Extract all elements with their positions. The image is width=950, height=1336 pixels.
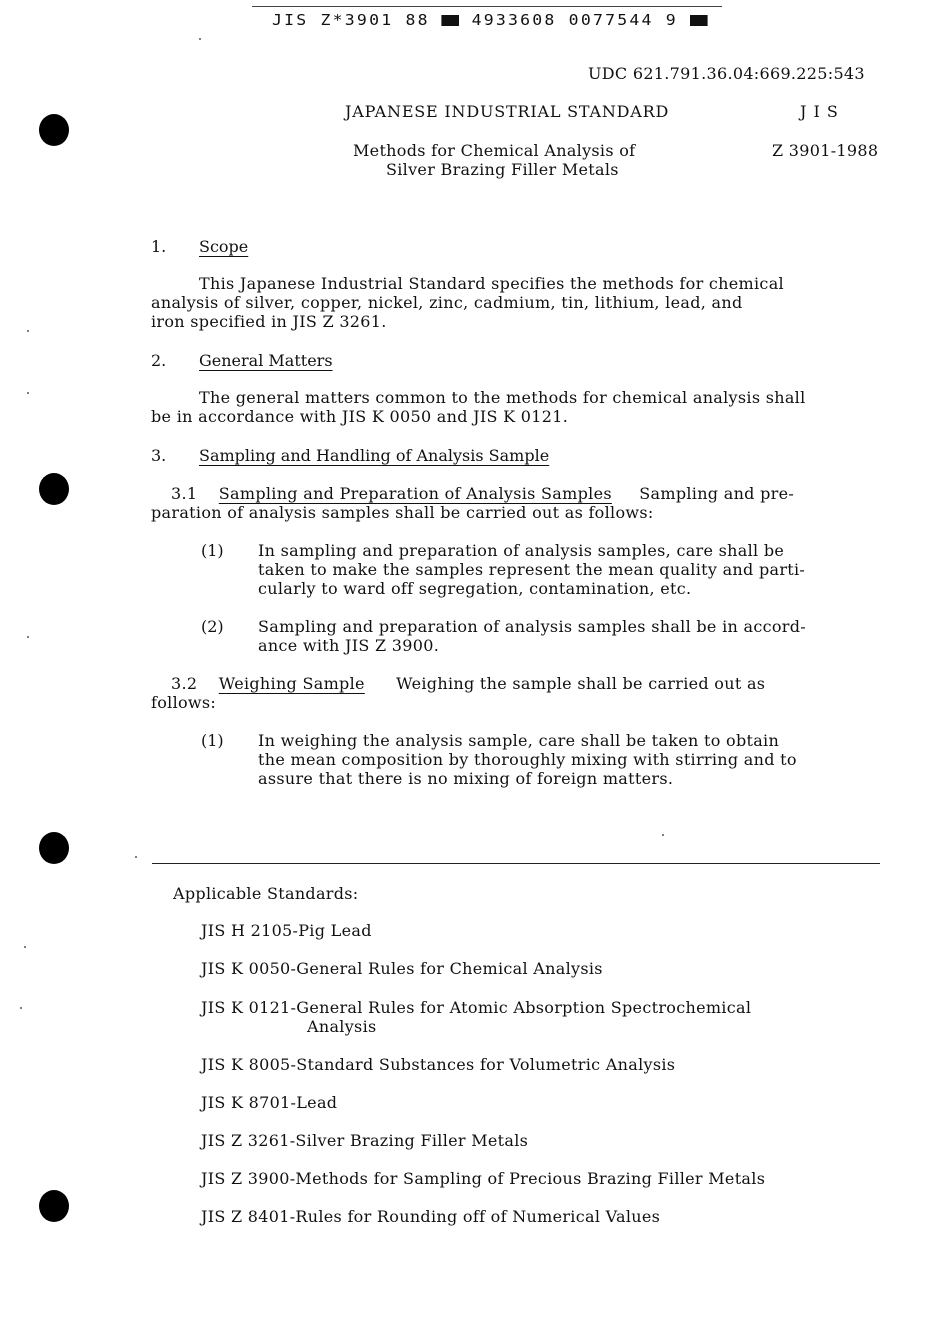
document-code-header xyxy=(272,11,708,29)
text-line: ance with JIS Z 3900. xyxy=(258,636,440,655)
list-item xyxy=(258,731,797,788)
standard-label: JAPANESE INDUSTRIAL STANDARD xyxy=(345,102,670,121)
text-line: be in accordance with JIS K 0050 and JIS K 0121. xyxy=(151,407,569,426)
list-label: (1) xyxy=(201,731,224,750)
subsection-lead: Weighing the sample shall be carried out as xyxy=(396,674,766,693)
scan-speck xyxy=(27,330,29,332)
list-item xyxy=(258,617,806,655)
block-mark-icon xyxy=(690,15,708,26)
list-item xyxy=(258,541,805,598)
text-line: Sampling and preparation of analysis samples shall be in accord- xyxy=(258,617,806,636)
code-part-2: 4933608 0077544 9 xyxy=(471,11,678,29)
scan-speck xyxy=(27,636,29,638)
standard-ref-continuation: Analysis xyxy=(307,1017,377,1036)
text-line: follows: xyxy=(151,693,217,712)
standard-ref: JIS Z 3900-Methods for Sampling of Precious Brazing Filler Metals xyxy=(201,1169,766,1188)
subsection-title: Weighing Sample xyxy=(218,674,365,693)
scan-speck xyxy=(135,856,137,858)
binder-hole-icon xyxy=(39,832,69,864)
scan-speck xyxy=(27,392,29,394)
subsection-3-1 xyxy=(151,484,794,522)
subsection-number: 3.1 xyxy=(171,484,198,503)
code-part-1: JIS Z*3901 88 xyxy=(272,11,430,29)
document-number: Z 3901-1988 xyxy=(772,141,879,160)
list-label: (1) xyxy=(201,541,224,560)
section-number: 2. xyxy=(151,351,167,370)
section-title-sampling: Sampling and Handling of Analysis Sample xyxy=(199,446,550,465)
udc-code: UDC 621.791.36.04:669.225:543 xyxy=(588,64,865,83)
applicable-standards-heading: Applicable Standards: xyxy=(173,884,359,903)
standard-ref: JIS Z 8401-Rules for Rounding off of Numerical Values xyxy=(201,1207,661,1226)
text-line: paration of analysis samples shall be carried out as follows: xyxy=(151,503,654,522)
text-line: The general matters common to the methods for chemical analysis shall xyxy=(199,388,806,407)
standard-ref: JIS K 8005-Standard Substances for Volumetric Analysis xyxy=(201,1055,676,1074)
standard-ref: JIS Z 3261-Silver Brazing Filler Metals xyxy=(201,1131,529,1150)
binder-hole-icon xyxy=(39,473,69,505)
list-label: (2) xyxy=(201,617,224,636)
text-line: assure that there is no mixing of foreign matters. xyxy=(258,769,674,788)
title-line-1: Methods for Chemical Analysis of xyxy=(353,141,636,160)
text-line: taken to make the samples represent the mean quality and parti- xyxy=(258,560,806,579)
section-number: 1. xyxy=(151,237,167,256)
subsection-number: 3.2 xyxy=(171,674,198,693)
section-body-scope xyxy=(151,274,784,331)
scan-speck xyxy=(20,1007,22,1009)
text-line: analysis of silver, copper, nickel, zinc, cadmium, tin, lithium, lead, and xyxy=(151,293,743,312)
standard-ref: JIS K 8701-Lead xyxy=(201,1093,338,1112)
standard-ref: JIS K 0121-General Rules for Atomic Absorption Spectrochemical xyxy=(201,998,752,1017)
jis-label: J I S xyxy=(800,102,839,121)
text-line: In sampling and preparation of analysis samples, care shall be xyxy=(258,541,785,560)
standard-ref: JIS K 0050-General Rules for Chemical Analysis xyxy=(201,959,603,978)
binder-hole-icon xyxy=(39,114,69,146)
scan-speck xyxy=(662,834,664,836)
footnote-divider xyxy=(152,863,880,864)
section-title-general-matters: General Matters xyxy=(199,351,333,370)
text-line: iron specified in JIS Z 3261. xyxy=(151,312,387,331)
text-line: In weighing the analysis sample, care shall be taken to obtain xyxy=(258,731,780,750)
title-line-2: Silver Brazing Filler Metals xyxy=(386,160,619,179)
standard-ref: JIS H 2105-Pig Lead xyxy=(201,921,372,940)
text-line: cularly to ward off segregation, contamination, etc. xyxy=(258,579,692,598)
scan-speck xyxy=(24,946,26,948)
subsection-3-2 xyxy=(151,674,765,712)
header-rule xyxy=(252,6,722,7)
subsection-title: Sampling and Preparation of Analysis Samples xyxy=(218,484,612,503)
scan-speck xyxy=(199,38,201,40)
section-number: 3. xyxy=(151,446,167,465)
section-body-general-matters xyxy=(151,388,806,426)
subsection-lead: Sampling and pre- xyxy=(639,484,795,503)
binder-hole-icon xyxy=(39,1190,69,1222)
block-mark-icon xyxy=(442,15,460,26)
text-line: the mean composition by thoroughly mixing with stirring and to xyxy=(258,750,797,769)
text-line: This Japanese Industrial Standard specifies the methods for chemical xyxy=(199,274,784,293)
section-title-scope: Scope xyxy=(199,237,249,256)
